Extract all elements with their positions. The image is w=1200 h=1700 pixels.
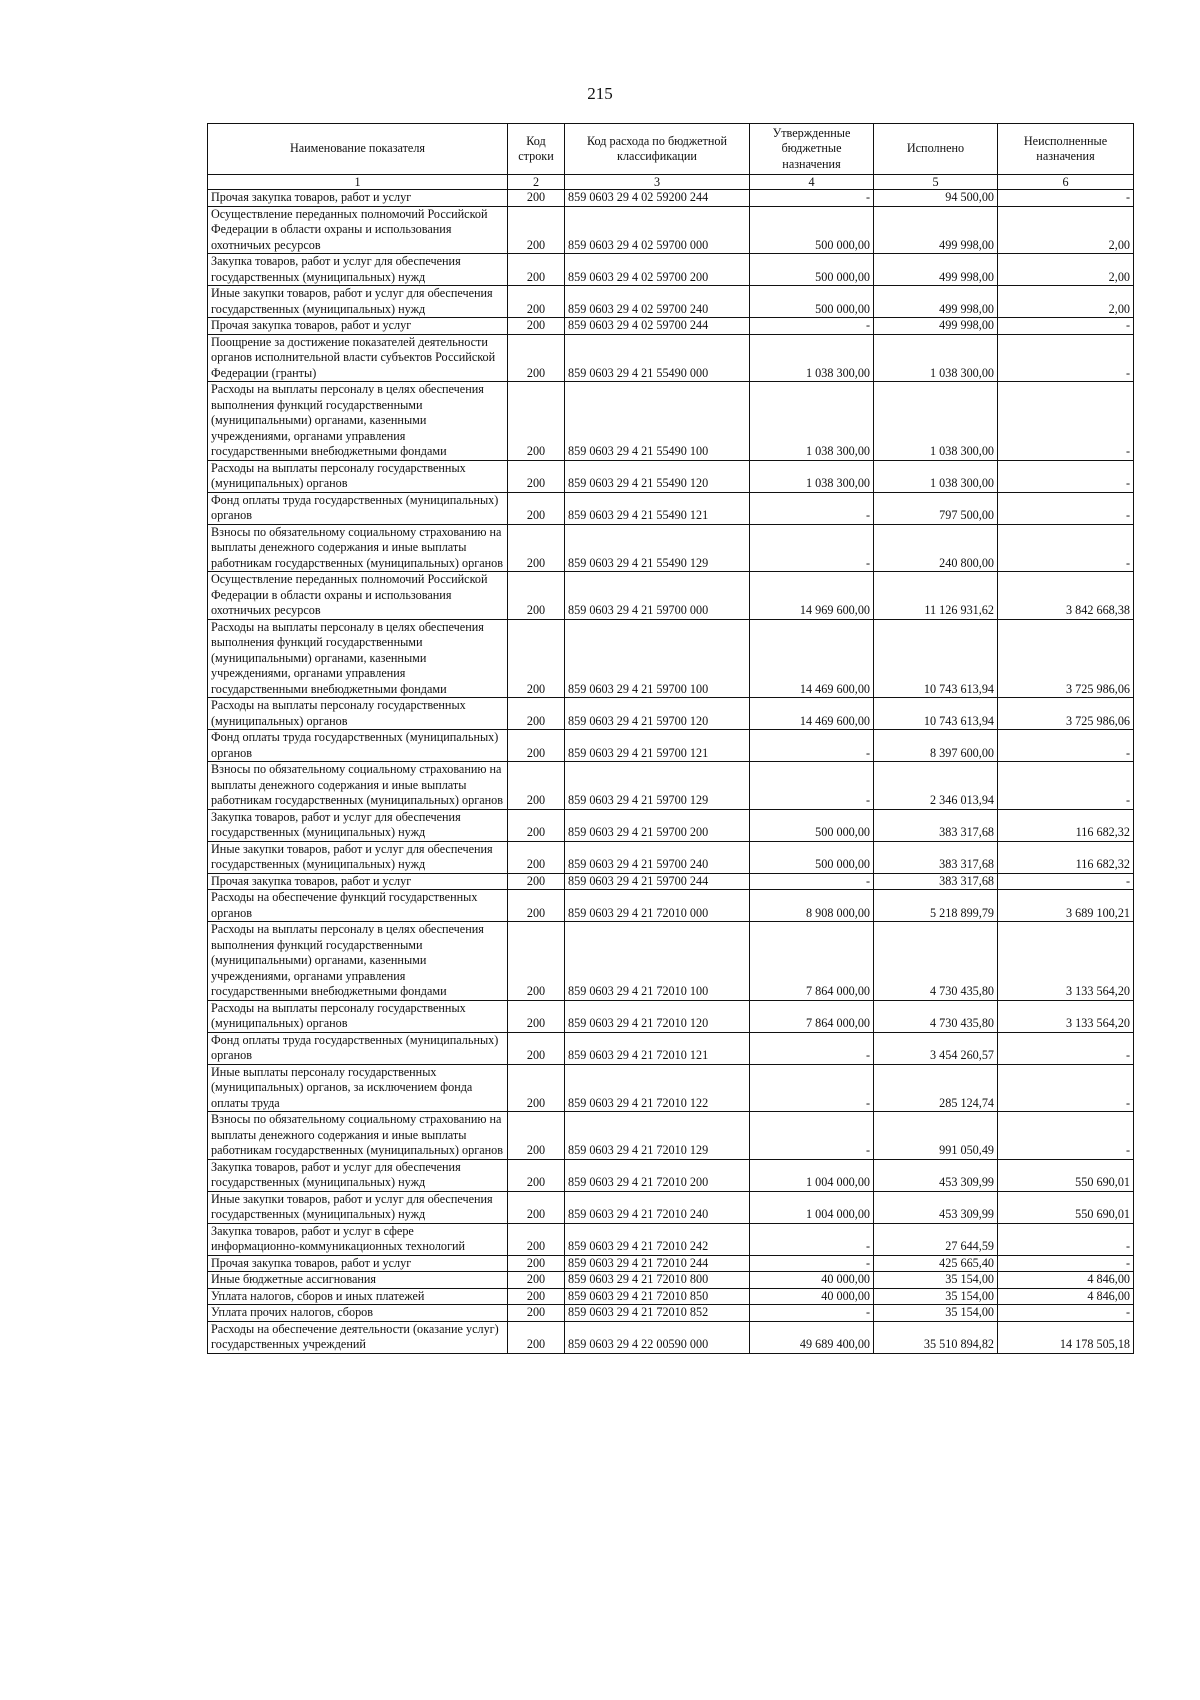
row-line-code: 200 bbox=[508, 1191, 565, 1223]
row-approved-amount: 1 004 000,00 bbox=[750, 1159, 874, 1191]
row-indicator-name: Расходы на выплаты персоналу в целях обеспечения выполнения функций государственными (муниципальными) органами, казенными учреждениями, органами управления государственными внебюджетными фондами bbox=[208, 619, 508, 698]
row-indicator-name: Расходы на выплаты персоналу в целях обеспечения выполнения функций государственными (муниципальными) органами, казенными учреждениями, органами управления государственными внебюджетными фондами bbox=[208, 382, 508, 461]
row-unexecuted-amount: 4 846,00 bbox=[998, 1288, 1134, 1305]
row-line-code: 200 bbox=[508, 492, 565, 524]
row-executed-amount: 1 038 300,00 bbox=[874, 460, 998, 492]
row-executed-amount: 499 998,00 bbox=[874, 286, 998, 318]
row-executed-amount: 35 154,00 bbox=[874, 1272, 998, 1289]
row-executed-amount: 35 510 894,82 bbox=[874, 1321, 998, 1353]
row-unexecuted-amount: - bbox=[998, 1305, 1134, 1322]
row-line-code: 200 bbox=[508, 1305, 565, 1322]
table-row bbox=[208, 890, 1134, 922]
row-indicator-name: Иные выплаты персоналу государственных (муниципальных) органов, за исключением фонда оплаты труда bbox=[208, 1064, 508, 1112]
row-unexecuted-amount: 3 725 986,06 bbox=[998, 698, 1134, 730]
row-approved-amount: 8 908 000,00 bbox=[750, 890, 874, 922]
row-approved-amount: - bbox=[750, 1064, 874, 1112]
row-line-code: 200 bbox=[508, 382, 565, 461]
row-budget-code: 859 0603 29 4 21 55490 120 bbox=[565, 460, 750, 492]
row-unexecuted-amount: - bbox=[998, 492, 1134, 524]
row-indicator-name: Расходы на выплаты персоналу государственных (муниципальных) органов bbox=[208, 1000, 508, 1032]
row-unexecuted-amount: - bbox=[998, 382, 1134, 461]
table-row bbox=[208, 382, 1134, 461]
column-number: 6 bbox=[998, 175, 1134, 190]
row-unexecuted-amount: - bbox=[998, 460, 1134, 492]
row-line-code: 200 bbox=[508, 190, 565, 207]
row-line-code: 200 bbox=[508, 318, 565, 335]
table-row bbox=[208, 730, 1134, 762]
row-approved-amount: 500 000,00 bbox=[750, 286, 874, 318]
table-row bbox=[208, 698, 1134, 730]
row-executed-amount: 499 998,00 bbox=[874, 206, 998, 254]
row-line-code: 200 bbox=[508, 698, 565, 730]
row-approved-amount: - bbox=[750, 524, 874, 572]
row-indicator-name: Иные закупки товаров, работ и услуг для обеспечения государственных (муниципальных) нужд bbox=[208, 1191, 508, 1223]
row-unexecuted-amount: 116 682,32 bbox=[998, 809, 1134, 841]
header-indicator-name: Наименование показателя bbox=[208, 124, 508, 175]
page-number: 215 bbox=[587, 84, 613, 103]
row-unexecuted-amount: - bbox=[998, 524, 1134, 572]
row-budget-code: 859 0603 29 4 21 55490 129 bbox=[565, 524, 750, 572]
row-executed-amount: 5 218 899,79 bbox=[874, 890, 998, 922]
row-executed-amount: 499 998,00 bbox=[874, 318, 998, 335]
row-executed-amount: 797 500,00 bbox=[874, 492, 998, 524]
table-row bbox=[208, 1000, 1134, 1032]
row-indicator-name: Уплата прочих налогов, сборов bbox=[208, 1305, 508, 1322]
table-row bbox=[208, 492, 1134, 524]
row-line-code: 200 bbox=[508, 809, 565, 841]
row-executed-amount: 10 743 613,94 bbox=[874, 619, 998, 698]
row-executed-amount: 499 998,00 bbox=[874, 254, 998, 286]
row-budget-code: 859 0603 29 4 21 72010 850 bbox=[565, 1288, 750, 1305]
row-line-code: 200 bbox=[508, 1223, 565, 1255]
row-approved-amount: 1 004 000,00 bbox=[750, 1191, 874, 1223]
row-indicator-name: Иные бюджетные ассигнования bbox=[208, 1272, 508, 1289]
row-approved-amount: - bbox=[750, 873, 874, 890]
row-line-code: 200 bbox=[508, 572, 565, 620]
row-unexecuted-amount: 4 846,00 bbox=[998, 1272, 1134, 1289]
row-executed-amount: 285 124,74 bbox=[874, 1064, 998, 1112]
row-budget-code: 859 0603 29 4 21 55490 100 bbox=[565, 382, 750, 461]
row-approved-amount: - bbox=[750, 762, 874, 810]
row-executed-amount: 94 500,00 bbox=[874, 190, 998, 207]
row-line-code: 200 bbox=[508, 1321, 565, 1353]
row-line-code: 200 bbox=[508, 460, 565, 492]
row-indicator-name: Расходы на выплаты персоналу в целях обеспечения выполнения функций государственными (муниципальными) органами, казенными учреждениями, органами управления государственными внебюджетными фондами bbox=[208, 922, 508, 1001]
column-number: 5 bbox=[874, 175, 998, 190]
row-budget-code: 859 0603 29 4 21 72010 240 bbox=[565, 1191, 750, 1223]
row-indicator-name: Взносы по обязательному социальному страхованию на выплаты денежного содержания и иные выплаты работникам государственных (муниципальных) органов bbox=[208, 524, 508, 572]
row-executed-amount: 4 730 435,80 bbox=[874, 922, 998, 1001]
row-approved-amount: - bbox=[750, 1032, 874, 1064]
row-indicator-name: Расходы на выплаты персоналу государственных (муниципальных) органов bbox=[208, 460, 508, 492]
row-budget-code: 859 0603 29 4 22 00590 000 bbox=[565, 1321, 750, 1353]
row-unexecuted-amount: - bbox=[998, 1112, 1134, 1160]
row-indicator-name: Прочая закупка товаров, работ и услуг bbox=[208, 873, 508, 890]
table-row bbox=[208, 1321, 1134, 1353]
table-row bbox=[208, 286, 1134, 318]
row-unexecuted-amount: - bbox=[998, 762, 1134, 810]
row-unexecuted-amount: 14 178 505,18 bbox=[998, 1321, 1134, 1353]
row-approved-amount: - bbox=[750, 318, 874, 335]
row-indicator-name: Расходы на обеспечение деятельности (оказание услуг) государственных учреждений bbox=[208, 1321, 508, 1353]
row-approved-amount: 1 038 300,00 bbox=[750, 382, 874, 461]
row-executed-amount: 27 644,59 bbox=[874, 1223, 998, 1255]
row-executed-amount: 383 317,68 bbox=[874, 809, 998, 841]
row-budget-code: 859 0603 29 4 21 59700 244 bbox=[565, 873, 750, 890]
row-budget-code: 859 0603 29 4 21 72010 244 bbox=[565, 1255, 750, 1272]
row-line-code: 200 bbox=[508, 524, 565, 572]
row-budget-code: 859 0603 29 4 21 55490 121 bbox=[565, 492, 750, 524]
row-indicator-name: Закупка товаров, работ и услуг в сфере информационно-коммуникационных технологий bbox=[208, 1223, 508, 1255]
row-unexecuted-amount: - bbox=[998, 1255, 1134, 1272]
table-row bbox=[208, 1255, 1134, 1272]
row-indicator-name: Фонд оплаты труда государственных (муниципальных) органов bbox=[208, 1032, 508, 1064]
row-unexecuted-amount: - bbox=[998, 190, 1134, 207]
row-budget-code: 859 0603 29 4 21 59700 129 bbox=[565, 762, 750, 810]
row-indicator-name: Прочая закупка товаров, работ и услуг bbox=[208, 318, 508, 335]
row-approved-amount: 14 469 600,00 bbox=[750, 698, 874, 730]
row-indicator-name: Взносы по обязательному социальному страхованию на выплаты денежного содержания и иные выплаты работникам государственных (муниципальных) органов bbox=[208, 1112, 508, 1160]
row-executed-amount: 35 154,00 bbox=[874, 1305, 998, 1322]
row-budget-code: 859 0603 29 4 02 59700 244 bbox=[565, 318, 750, 335]
row-line-code: 200 bbox=[508, 922, 565, 1001]
row-line-code: 200 bbox=[508, 254, 565, 286]
row-indicator-name: Закупка товаров, работ и услуг для обеспечения государственных (муниципальных) нужд bbox=[208, 809, 508, 841]
row-approved-amount: - bbox=[750, 492, 874, 524]
row-executed-amount: 3 454 260,57 bbox=[874, 1032, 998, 1064]
table-row bbox=[208, 841, 1134, 873]
row-line-code: 200 bbox=[508, 286, 565, 318]
header-unexecuted: Неисполненные назначения bbox=[998, 124, 1134, 175]
row-line-code: 200 bbox=[508, 1255, 565, 1272]
row-executed-amount: 453 309,99 bbox=[874, 1159, 998, 1191]
row-unexecuted-amount: - bbox=[998, 1064, 1134, 1112]
row-budget-code: 859 0603 29 4 21 72010 100 bbox=[565, 922, 750, 1001]
table-row bbox=[208, 334, 1134, 382]
row-executed-amount: 383 317,68 bbox=[874, 873, 998, 890]
row-budget-code: 859 0603 29 4 21 72010 852 bbox=[565, 1305, 750, 1322]
row-approved-amount: 500 000,00 bbox=[750, 206, 874, 254]
row-budget-code: 859 0603 29 4 21 55490 000 bbox=[565, 334, 750, 382]
row-indicator-name: Прочая закупка товаров, работ и услуг bbox=[208, 1255, 508, 1272]
row-executed-amount: 425 665,40 bbox=[874, 1255, 998, 1272]
row-indicator-name: Уплата налогов, сборов и иных платежей bbox=[208, 1288, 508, 1305]
row-indicator-name: Фонд оплаты труда государственных (муниципальных) органов bbox=[208, 730, 508, 762]
row-budget-code: 859 0603 29 4 21 59700 120 bbox=[565, 698, 750, 730]
row-approved-amount: 49 689 400,00 bbox=[750, 1321, 874, 1353]
row-indicator-name: Осуществление переданных полномочий Российской Федерации в области охраны и использования охотничьих ресурсов bbox=[208, 206, 508, 254]
row-budget-code: 859 0603 29 4 21 72010 200 bbox=[565, 1159, 750, 1191]
row-budget-code: 859 0603 29 4 21 72010 122 bbox=[565, 1064, 750, 1112]
row-budget-code: 859 0603 29 4 21 72010 800 bbox=[565, 1272, 750, 1289]
row-budget-code: 859 0603 29 4 02 59200 244 bbox=[565, 190, 750, 207]
table-row bbox=[208, 1112, 1134, 1160]
row-approved-amount: 1 038 300,00 bbox=[750, 460, 874, 492]
row-budget-code: 859 0603 29 4 21 59700 240 bbox=[565, 841, 750, 873]
row-budget-code: 859 0603 29 4 02 59700 200 bbox=[565, 254, 750, 286]
row-approved-amount: 7 864 000,00 bbox=[750, 922, 874, 1001]
row-approved-amount: 14 469 600,00 bbox=[750, 619, 874, 698]
column-number-row bbox=[208, 175, 1134, 190]
row-indicator-name: Расходы на выплаты персоналу государственных (муниципальных) органов bbox=[208, 698, 508, 730]
row-approved-amount: - bbox=[750, 1305, 874, 1322]
header-executed: Исполнено bbox=[874, 124, 998, 175]
table-row bbox=[208, 572, 1134, 620]
row-budget-code: 859 0603 29 4 21 59700 100 bbox=[565, 619, 750, 698]
row-unexecuted-amount: 550 690,01 bbox=[998, 1159, 1134, 1191]
header-approved: Утвержденные бюджетные назначения bbox=[750, 124, 874, 175]
budget-execution-table bbox=[207, 123, 1134, 1354]
row-line-code: 200 bbox=[508, 762, 565, 810]
header-line-code: Код строки bbox=[508, 124, 565, 175]
table-row bbox=[208, 1305, 1134, 1322]
row-unexecuted-amount: 116 682,32 bbox=[998, 841, 1134, 873]
row-budget-code: 859 0603 29 4 02 59700 000 bbox=[565, 206, 750, 254]
row-approved-amount: 1 038 300,00 bbox=[750, 334, 874, 382]
row-approved-amount: - bbox=[750, 1223, 874, 1255]
row-indicator-name: Фонд оплаты труда государственных (муниципальных) органов bbox=[208, 492, 508, 524]
row-line-code: 200 bbox=[508, 1032, 565, 1064]
row-unexecuted-amount: 3 133 564,20 bbox=[998, 1000, 1134, 1032]
row-line-code: 200 bbox=[508, 1064, 565, 1112]
row-budget-code: 859 0603 29 4 21 72010 242 bbox=[565, 1223, 750, 1255]
row-budget-code: 859 0603 29 4 21 72010 129 bbox=[565, 1112, 750, 1160]
row-line-code: 200 bbox=[508, 730, 565, 762]
row-unexecuted-amount: 2,00 bbox=[998, 286, 1134, 318]
row-executed-amount: 453 309,99 bbox=[874, 1191, 998, 1223]
table-row bbox=[208, 254, 1134, 286]
row-executed-amount: 4 730 435,80 bbox=[874, 1000, 998, 1032]
table-row bbox=[208, 190, 1134, 207]
table-row bbox=[208, 460, 1134, 492]
column-number: 3 bbox=[565, 175, 750, 190]
row-approved-amount: - bbox=[750, 730, 874, 762]
column-number: 2 bbox=[508, 175, 565, 190]
table-row bbox=[208, 206, 1134, 254]
table-row bbox=[208, 619, 1134, 698]
row-executed-amount: 240 800,00 bbox=[874, 524, 998, 572]
row-line-code: 200 bbox=[508, 873, 565, 890]
row-approved-amount: 14 969 600,00 bbox=[750, 572, 874, 620]
row-indicator-name: Прочая закупка товаров, работ и услуг bbox=[208, 190, 508, 207]
row-approved-amount: 500 000,00 bbox=[750, 841, 874, 873]
row-budget-code: 859 0603 29 4 21 59700 121 bbox=[565, 730, 750, 762]
row-unexecuted-amount: 3 725 986,06 bbox=[998, 619, 1134, 698]
row-executed-amount: 383 317,68 bbox=[874, 841, 998, 873]
row-approved-amount: - bbox=[750, 190, 874, 207]
row-executed-amount: 10 743 613,94 bbox=[874, 698, 998, 730]
row-line-code: 200 bbox=[508, 334, 565, 382]
row-line-code: 200 bbox=[508, 841, 565, 873]
table-row bbox=[208, 1272, 1134, 1289]
header-budget-code: Код расхода по бюджетной классификации bbox=[565, 124, 750, 175]
row-line-code: 200 bbox=[508, 1288, 565, 1305]
row-indicator-name: Иные закупки товаров, работ и услуг для обеспечения государственных (муниципальных) нужд bbox=[208, 286, 508, 318]
row-line-code: 200 bbox=[508, 619, 565, 698]
row-unexecuted-amount: 3 133 564,20 bbox=[998, 922, 1134, 1001]
row-unexecuted-amount: - bbox=[998, 1032, 1134, 1064]
row-executed-amount: 991 050,49 bbox=[874, 1112, 998, 1160]
row-unexecuted-amount: 3 842 668,38 bbox=[998, 572, 1134, 620]
row-approved-amount: - bbox=[750, 1255, 874, 1272]
row-line-code: 200 bbox=[508, 206, 565, 254]
row-indicator-name: Закупка товаров, работ и услуг для обеспечения государственных (муниципальных) нужд bbox=[208, 1159, 508, 1191]
table-row bbox=[208, 1191, 1134, 1223]
table-row bbox=[208, 1064, 1134, 1112]
row-indicator-name: Поощрение за достижение показателей деятельности органов исполнительной власти субъектов Российской Федерации (гранты) bbox=[208, 334, 508, 382]
table-row bbox=[208, 1288, 1134, 1305]
row-unexecuted-amount: 2,00 bbox=[998, 254, 1134, 286]
row-executed-amount: 2 346 013,94 bbox=[874, 762, 998, 810]
table-row bbox=[208, 318, 1134, 335]
row-unexecuted-amount: 2,00 bbox=[998, 206, 1134, 254]
table-row bbox=[208, 922, 1134, 1001]
row-indicator-name: Осуществление переданных полномочий Российской Федерации в области охраны и использования охотничьих ресурсов bbox=[208, 572, 508, 620]
row-unexecuted-amount: - bbox=[998, 1223, 1134, 1255]
table-row bbox=[208, 873, 1134, 890]
row-executed-amount: 11 126 931,62 bbox=[874, 572, 998, 620]
table-row bbox=[208, 762, 1134, 810]
row-approved-amount: 7 864 000,00 bbox=[750, 1000, 874, 1032]
row-approved-amount: 500 000,00 bbox=[750, 254, 874, 286]
row-executed-amount: 1 038 300,00 bbox=[874, 334, 998, 382]
row-budget-code: 859 0603 29 4 21 59700 200 bbox=[565, 809, 750, 841]
column-number: 4 bbox=[750, 175, 874, 190]
table-row bbox=[208, 809, 1134, 841]
row-indicator-name: Иные закупки товаров, работ и услуг для обеспечения государственных (муниципальных) нужд bbox=[208, 841, 508, 873]
table-row bbox=[208, 1159, 1134, 1191]
row-budget-code: 859 0603 29 4 02 59700 240 bbox=[565, 286, 750, 318]
row-line-code: 200 bbox=[508, 890, 565, 922]
row-approved-amount: 500 000,00 bbox=[750, 809, 874, 841]
row-approved-amount: - bbox=[750, 1112, 874, 1160]
row-executed-amount: 8 397 600,00 bbox=[874, 730, 998, 762]
table-row bbox=[208, 1223, 1134, 1255]
row-executed-amount: 1 038 300,00 bbox=[874, 382, 998, 461]
row-unexecuted-amount: - bbox=[998, 730, 1134, 762]
row-unexecuted-amount: 550 690,01 bbox=[998, 1191, 1134, 1223]
row-approved-amount: 40 000,00 bbox=[750, 1288, 874, 1305]
row-line-code: 200 bbox=[508, 1272, 565, 1289]
row-unexecuted-amount: - bbox=[998, 334, 1134, 382]
header-row bbox=[208, 124, 1134, 175]
table-row bbox=[208, 1032, 1134, 1064]
row-indicator-name: Расходы на обеспечение функций государственных органов bbox=[208, 890, 508, 922]
row-executed-amount: 35 154,00 bbox=[874, 1288, 998, 1305]
row-budget-code: 859 0603 29 4 21 72010 121 bbox=[565, 1032, 750, 1064]
row-budget-code: 859 0603 29 4 21 72010 000 bbox=[565, 890, 750, 922]
row-indicator-name: Взносы по обязательному социальному страхованию на выплаты денежного содержания и иные выплаты работникам государственных (муниципальных) органов bbox=[208, 762, 508, 810]
row-budget-code: 859 0603 29 4 21 59700 000 bbox=[565, 572, 750, 620]
table-row bbox=[208, 524, 1134, 572]
row-line-code: 200 bbox=[508, 1159, 565, 1191]
table-body bbox=[208, 190, 1134, 1354]
row-unexecuted-amount: - bbox=[998, 318, 1134, 335]
row-budget-code: 859 0603 29 4 21 72010 120 bbox=[565, 1000, 750, 1032]
column-number: 1 bbox=[208, 175, 508, 190]
row-unexecuted-amount: 3 689 100,21 bbox=[998, 890, 1134, 922]
row-unexecuted-amount: - bbox=[998, 873, 1134, 890]
row-line-code: 200 bbox=[508, 1112, 565, 1160]
row-line-code: 200 bbox=[508, 1000, 565, 1032]
row-indicator-name: Закупка товаров, работ и услуг для обеспечения государственных (муниципальных) нужд bbox=[208, 254, 508, 286]
row-approved-amount: 40 000,00 bbox=[750, 1272, 874, 1289]
